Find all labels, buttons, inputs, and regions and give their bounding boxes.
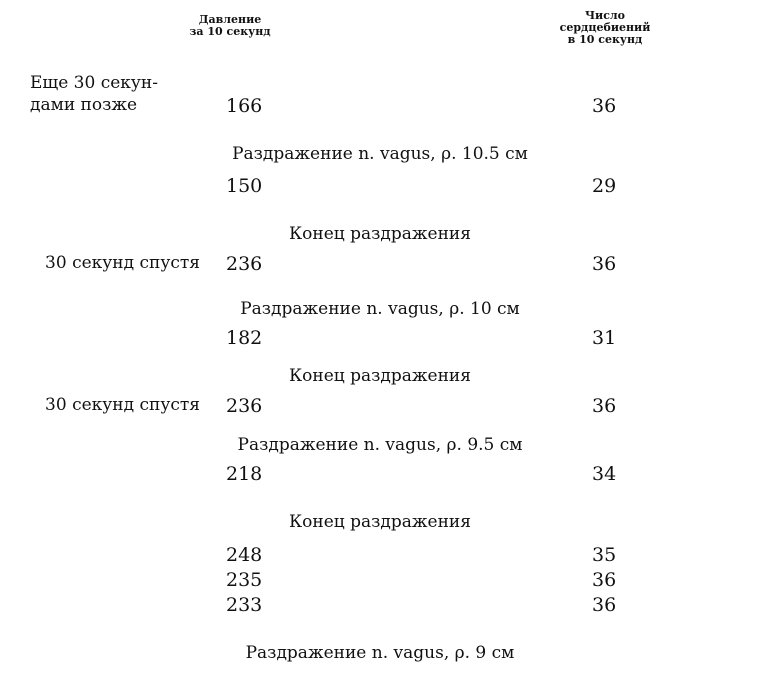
pressure-value: 248 (226, 544, 263, 566)
pressure-value: 233 (226, 594, 263, 616)
heart-rate-value: 36 (592, 569, 617, 591)
table-row (0, 72, 760, 120)
table-row (0, 253, 760, 279)
stimulation-note: Раздражение n. vagus, ρ. 9 см (245, 643, 515, 663)
heart-rate-value: 36 (592, 395, 617, 417)
stimulation-note: Раздражение n. vagus, ρ. 10.5 см (232, 144, 528, 164)
column-header-heart-rate: Число сердцебиений в 10 секунд (559, 9, 651, 46)
heart-rate-value: 36 (592, 594, 617, 616)
table-row (0, 395, 760, 421)
stimulation-note: Конец раздражения (289, 512, 471, 532)
stimulation-note: Раздражение n. vagus, ρ. 10 см (240, 299, 520, 319)
heart-rate-value: 36 (592, 253, 617, 275)
stimulation-note: Конец раздражения (289, 224, 471, 244)
pressure-value: 236 (226, 395, 263, 417)
table-row (0, 569, 760, 595)
pressure-value: 235 (226, 569, 263, 591)
row-label: 30 секунд спустя (45, 395, 200, 415)
table-row (0, 327, 760, 353)
stimulation-note: Конец раздражения (289, 366, 471, 386)
pressure-value: 218 (226, 463, 263, 485)
row-label: Еще 30 секун- дами позже (30, 73, 158, 115)
stimulation-note: Раздражение n. vagus, ρ. 9.5 см (237, 435, 523, 455)
heart-rate-value: 29 (592, 175, 617, 197)
table-row (0, 544, 760, 570)
heart-rate-value: 35 (592, 544, 617, 566)
pressure-value: 236 (226, 253, 263, 275)
heart-rate-value: 34 (592, 463, 617, 485)
heart-rate-value: 31 (592, 327, 617, 349)
heart-rate-value: 36 (592, 95, 617, 117)
table-row (0, 175, 760, 201)
column-header-pressure: Давление за 10 секунд (189, 13, 271, 38)
table-row (0, 463, 760, 489)
pressure-value: 182 (226, 327, 263, 349)
table-row (0, 594, 760, 620)
pressure-value: 166 (226, 95, 263, 117)
pressure-value: 150 (226, 175, 263, 197)
row-label: 30 секунд спустя (45, 253, 200, 273)
